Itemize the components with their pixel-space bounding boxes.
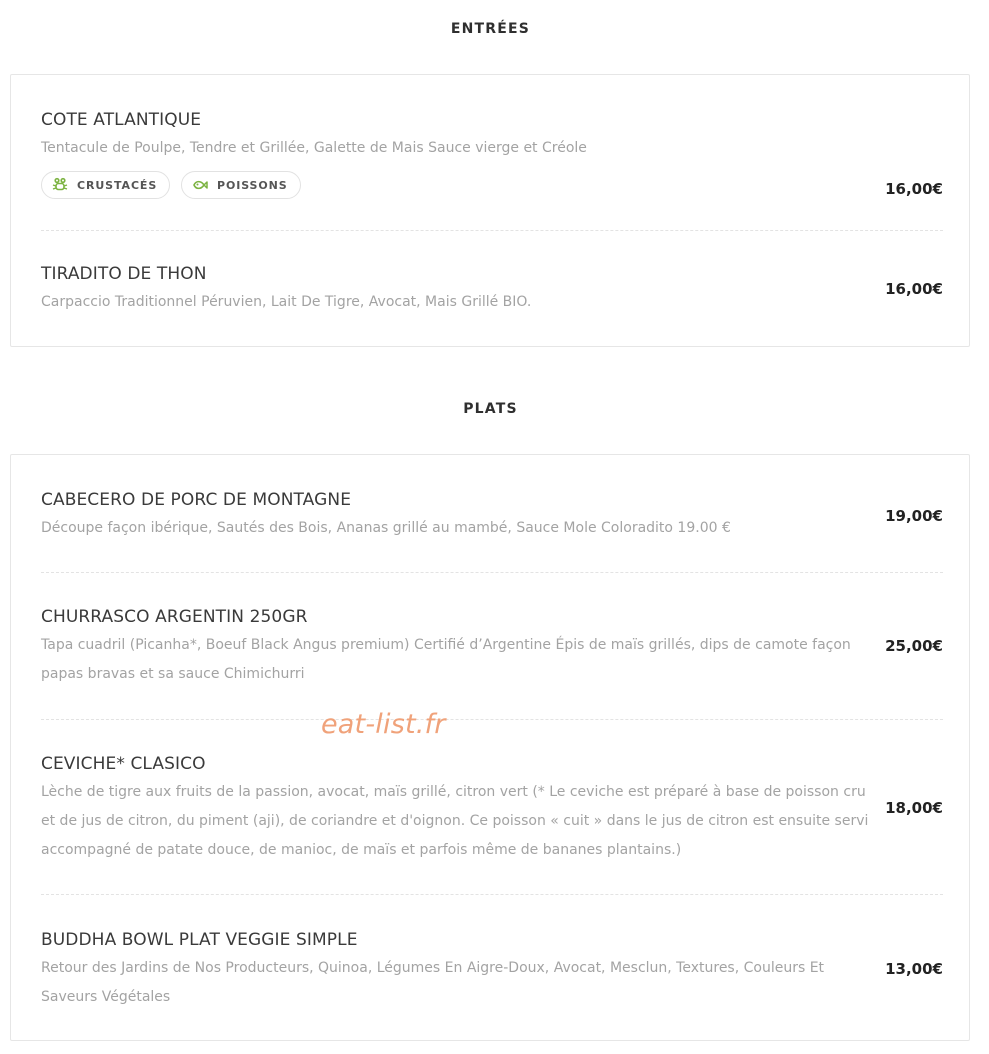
item-price: 16,00€ <box>885 280 943 298</box>
item-price: 19,00€ <box>885 507 943 525</box>
item-description: Retour des Jardins de Nos Producteurs, Quinoa, Légumes En Aigre-Doux, Avocat, Mesclun, Textures, Couleurs Et Saveurs Végétales <box>41 960 825 1005</box>
item-name: CEVICHE* CLASICO <box>41 754 206 774</box>
menu-item-cabecero-de-porc <box>41 490 943 550</box>
item-divider <box>41 894 943 895</box>
item-divider <box>41 230 943 231</box>
menu-item-ceviche-clasico <box>41 754 943 869</box>
item-name: CABECERO DE PORC DE MONTAGNE <box>41 490 352 510</box>
item-description: Lèche de tigre aux fruits de la passion, avocat, maïs grillé, citron vert (* Le ceviche est préparé à base de poisson cru et de jus de citron, du piment (aji), de coriandre et d'oignon. Ce poisson « cuit » dans le jus de citron est ensuite servi accompagné de patate douce, de manioc, de maïs et parfois même de bananes plantains.) <box>41 784 869 858</box>
item-description: Tapa cuadril (Picanha*, Boeuf Black Angus premium) Certifié d’Argentine Épis de maïs grillés, dips de camote façon papas bravas et sa sauce Chimichurri <box>41 637 851 682</box>
item-price: 18,00€ <box>885 799 943 817</box>
item-price: 13,00€ <box>885 960 943 978</box>
tag-label: CRUSTACÉS <box>77 178 158 192</box>
menu-item-tiradito-de-thon <box>41 264 943 324</box>
item-name: CHURRASCO ARGENTIN 250GR <box>41 607 308 627</box>
crab-icon <box>52 177 68 193</box>
item-description: Tentacule de Poulpe, Tendre et Grillée, Galette de Mais Sauce vierge et Créole <box>41 140 587 156</box>
item-name: TIRADITO DE THON <box>41 264 207 284</box>
tag-label: POISSONS <box>217 178 288 192</box>
menu-card-entrees <box>10 74 970 347</box>
allergen-tag-crustaces <box>41 171 170 199</box>
menu-item-cote-atlantique <box>41 110 943 240</box>
item-price: 16,00€ <box>885 180 943 198</box>
item-price: 25,00€ <box>885 637 943 655</box>
item-name: COTE ATLANTIQUE <box>41 110 202 130</box>
section-title-plats: PLATS <box>463 401 518 417</box>
allergen-tag-poissons <box>181 171 301 199</box>
fish-icon <box>192 177 208 193</box>
item-description: Découpe façon ibérique, Sautés des Bois, Ananas grillé au mambé, Sauce Mole Coloradito 19.00 € <box>41 520 731 536</box>
menu-item-churrasco-argentin <box>41 607 943 697</box>
item-name: BUDDHA BOWL PLAT VEGGIE SIMPLE <box>41 930 358 950</box>
menu-item-buddha-bowl <box>41 930 943 1020</box>
watermark-text: eat-list.fr <box>321 709 446 740</box>
item-divider <box>41 572 943 573</box>
section-title-entrees: ENTRÉES <box>450 21 531 37</box>
item-description: Carpaccio Traditionnel Péruvien, Lait De Tigre, Avocat, Mais Grillé BIO. <box>41 294 532 310</box>
item-divider <box>41 719 943 720</box>
menu-card-plats <box>10 454 970 1041</box>
